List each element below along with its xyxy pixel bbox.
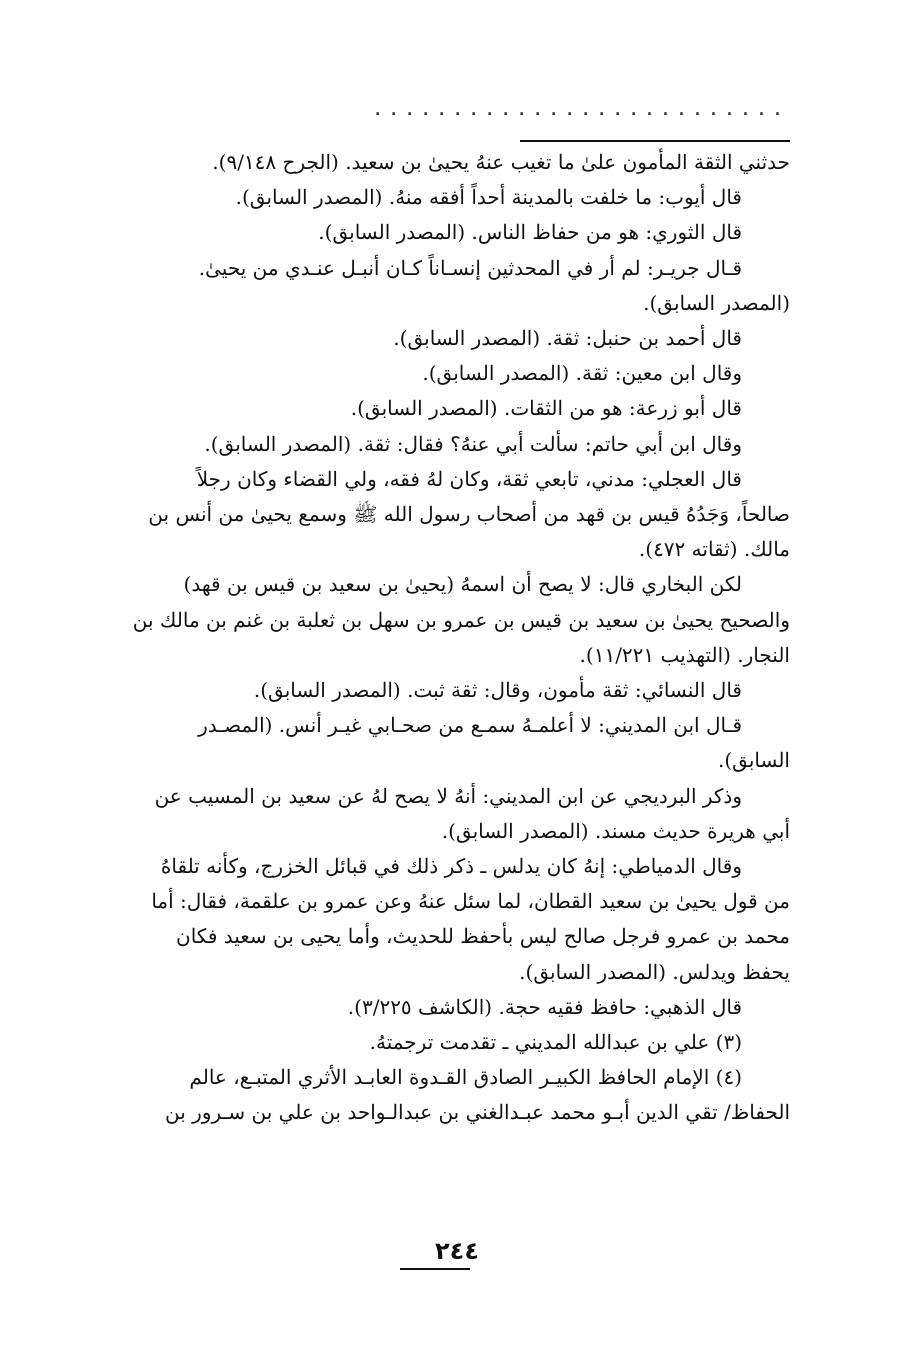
- text-line: يحفظ ويدلس. (المصدر السابق).: [519, 959, 790, 984]
- text-line: صالحاً، وَجَدُهُ قيس بن قهد من أصحاب رسول الله ﷺ وسمع يحيىٰ من أنس بن: [148, 502, 790, 527]
- text-line: وقال ابن معين: ثقة. (المصدر السابق).: [422, 361, 742, 386]
- text-line: حدثني الثقة المأمون علىٰ ما تغيب عنهُ يحيىٰ بن سعيد. (الجرح ٩/١٤٨).: [212, 150, 790, 174]
- text-line: قـال ابن المديني: لا أعلمـهُ سمـع من صحـابي غيـر أنس. (المصـدر: [198, 713, 742, 738]
- text-line: وقال الدمياطي: إنهُ كان يدلس ـ ذكر ذلك في قبائل الخزرج، وكأنه تلقاهُ: [160, 854, 742, 879]
- text-line: وقال ابن أبي حاتم: سألت أبي عنهُ؟ فقال: ثقة. (المصدر السابق).: [204, 431, 742, 456]
- text-line: (٣) علي بن عبدالله المديني ـ تقدمت ترجمتهُ.: [369, 1030, 742, 1055]
- dotted-separator: ..........................: [374, 96, 790, 121]
- text-line: الحفاظ/ تقي الدين أبـو محمد عبـدالغني بن عبدالـواحد بن علي بن سـرور بن: [165, 1100, 790, 1125]
- text-line: النجار. (التهذيب ١١/٢٢١).: [579, 642, 790, 667]
- text-line: قال النسائي: ثقة مأمون، وقال: ثقة ثبت. (المصدر السابق).: [253, 678, 742, 703]
- text-line: لكن البخاري قال: لا يصح أن اسمهُ (يحيىٰ بن سعيد بن قيس بن قهد): [183, 572, 742, 597]
- text-line: محمد بن عمرو فرجل صالح ليس بأحفظ للحديث، وأما يحيى بن سعيد فكان: [176, 924, 790, 949]
- text-line: السابق).: [718, 748, 790, 773]
- text-line: قال أيوب: ما خلفت بالمدينة أحداً أفقه منهُ. (المصدر السابق).: [235, 185, 742, 210]
- text-line: وذكر البرديجي عن ابن المديني: أنهُ لا يصح لهُ عن سعيد بن المسيب عن: [154, 783, 742, 808]
- text-line: قال أحمد بن حنبل: ثقة. (المصدر السابق).: [393, 326, 742, 351]
- text-line: قال الذهبي: حافظ فقيه حجة. (الكاشف ٣/٢٢٥).: [347, 994, 742, 1019]
- text-line: والصحيح يحيىٰ بن سعيد بن قيس بن عمرو بن سهل بن ثعلبة بن غنم بن مالك بن: [132, 607, 790, 632]
- text-line: قـال جريـر: لم أر في المحدثين إنسـاناً كـان أنبـل عنـدي من يحيىٰ.: [198, 255, 742, 280]
- footnotes-text: [100, 145, 790, 1131]
- text-line: من قول يحيىٰ بن سعيد القطان، لما سئل عنهُ وعن عمرو بن علقمة، فقال: أما: [151, 889, 790, 914]
- text-line: أبي هريرة حديث مسند. (المصدر السابق).: [441, 818, 790, 843]
- footnote-rule: [520, 140, 790, 142]
- text-line: قال أبو زرعة: هو من الثقات. (المصدر السابق).: [350, 396, 742, 421]
- text-line: (٤) الإمام الحافظ الكبيـر الصادق القـدوة العابـد الأثري المتبـع، عالم: [189, 1065, 742, 1090]
- text-line: قال العجلي: مدني، تابعي ثقة، وكان لهُ فقه، ولي القضاء وكان رجلاً: [196, 466, 742, 491]
- text-line: (المصدر السابق).: [643, 290, 790, 315]
- text-line: مالك. (ثقاته ٤٧٢).: [638, 537, 790, 562]
- page-number-underline: [400, 1268, 470, 1270]
- text-line: قال الثوري: هو من حفاظ الناس. (المصدر السابق).: [318, 220, 742, 245]
- page-number: ٢٤٤: [435, 1237, 479, 1265]
